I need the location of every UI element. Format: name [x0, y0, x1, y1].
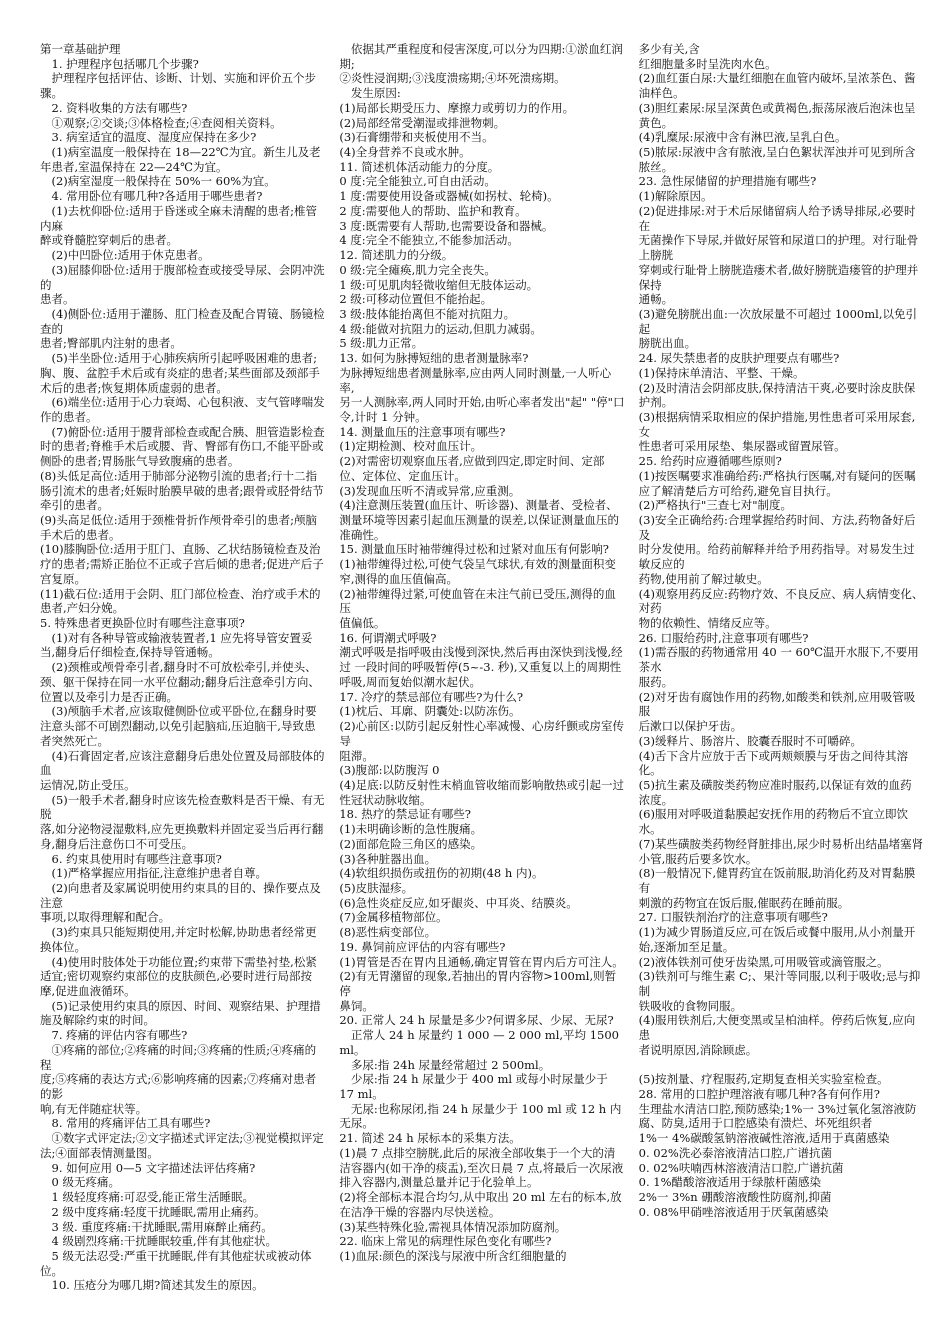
text-line: (3)根据病情采取相应的保护措施,男性患者可采用尿套,女 [638, 409, 916, 439]
text-column-right [639, 42, 924, 1334]
text-line: (1)袖带缠得过松,可使气袋呈气球状,有效的测量面积变窄,测得的血压值偏高。 [339, 557, 616, 586]
text-line: 12. 简述肌力的分级。 [339, 248, 454, 263]
text-line: 发生原因: [339, 86, 401, 101]
text-line: (1)局部长期受压力、摩擦力或剪切力的作用。 [339, 100, 575, 115]
text-line: (1)去枕仰卧位:适用于昏迷或全麻未清醒的患者;椎管内麻 [40, 203, 318, 233]
text-line: 第一章基础护理 [40, 42, 121, 56]
text-line: (1)对有各种导管或输液装置者,1 应先将导管安置妥当,翻身后仔细检查,保持导管通畅。 [40, 630, 313, 660]
text-line: (2)液体铁剂可使牙齿染黑,可用吸管或滴管服之。 [638, 954, 889, 969]
text-line: 响,有无伴随症状等。 [40, 1101, 148, 1116]
text-line: (7)某些磺胺类药物经肾脏排出,尿少时易析出结晶堵塞肾 [638, 836, 924, 851]
text-line: (2)对牙齿有腐蚀作用的药物,如酸类和铁剂,应用吸管吸服 [638, 689, 916, 719]
text-line: (4)服用铁剂后,大便变黑或呈柏油样。停药后恢复,应向患 [638, 1013, 916, 1043]
text-line: 通畅。 [638, 292, 674, 307]
text-line: (6)端坐位:适用于心力衰竭、心包积液、支气管哮喘发作的患者。 [40, 395, 325, 424]
text-line: 22. 临床上常见的病理性尿色变化有哪些? [339, 1234, 552, 1249]
text-line: (5)按剂量、疗程服药,定期复查相关实验室检查。 [638, 1072, 889, 1087]
text-line: 少尿:指 24 h 尿量少于 400 ml 或每小时尿量少于 17 ml。 [339, 1072, 608, 1102]
text-line: 5 级无法忍受:严重干扰睡眠,伴有其他症状或被动体位。 [40, 1248, 312, 1278]
text-column-middle [339, 42, 624, 1334]
text-line: (4)注意测压装置(血压计、听诊器)、测量者、受检者、测量环境等因素引起血压测量的误差,以保证测量血压的准确性。 [339, 498, 619, 542]
text-line: (4)使用时肢体处于功能位置;约束带下需垫衬垫,松紧适宜;密切观察约束部位的皮肤颜色,必要时进行局部按摩,促进血液循环。 [40, 954, 317, 998]
text-line: 刺激的药物宜在饭后服,催眠药在睡前服。 [638, 895, 850, 910]
text-line: 5 级:肌力正常。 [339, 336, 424, 351]
text-line: 患者;臀部肌内注射的患者。 [40, 336, 182, 351]
text-line: (4)侧卧位:适用于灌肠、肛门检查及配合胃镜、肠镜检查的 [40, 306, 325, 336]
text-line: 28. 常用的口腔护理溶液有哪几种?各有何作用? [638, 1087, 880, 1102]
text-line: (11)截石位:适用于会阴、肛门部位检查、治疗或手术的患者,产妇分娩。 [40, 586, 321, 616]
text-line: 5. 特殊患者更换卧位时有哪些注意事项? [40, 616, 245, 631]
text-line: 26. 口服给药时,注意事项有哪些? [638, 630, 809, 645]
text-line: 生理盐水清洁口腔,预防感染;1%一 3%过氧化氢溶液防腐、防臭,适用于口腔感染有溃烂、坏死组织者 [638, 1101, 917, 1131]
text-line: (2)病室湿度一般保持在 50%一 60%为宜。 [40, 174, 276, 189]
text-line: 1 级轻度疼痛:可忍受,能正常生活睡眠。 [40, 1190, 255, 1205]
text-line: 1 度:需要使用设备或器械(如拐杖、轮椅)。 [339, 189, 559, 204]
text-line: 2%一 3%n 硼酸溶液酸性防腐剂,抑菌 [638, 1190, 832, 1205]
text-line: (2)将全部标本混合均匀,从中取出 20 ml 左右的标本,放在洁净干燥的容器内尽快送检。 [339, 1190, 622, 1219]
text-line: 3. 病室适宜的温度、湿度应保持在多少? [40, 130, 257, 145]
text-line: 1 级:可见肌肉轻微收缩但无肢体运动。 [339, 277, 539, 292]
text-line: (4)软组织损伤或扭伤的初期(48 h 内)。 [339, 866, 544, 881]
text-line: (2)严格执行"三查七对"制度。 [638, 498, 793, 513]
text-line: 值偏低。 [339, 616, 386, 631]
text-line: 正常人 24 h 尿量约 1 000 — 2 000 ml,平均 1500 ml。 [339, 1028, 619, 1057]
text-line: 无菌操作下导尿,并做好尿管和尿道口的护理。对行耻骨上膀胱 [638, 233, 919, 263]
text-line: 药物,使用前了解过敏史。 [638, 571, 769, 586]
text-line: (5)抗生素及磺胺类药物应准时服药,以保证有效的血药 [638, 777, 912, 792]
text-line: 事项,以取得理解和配合。 [40, 910, 171, 925]
text-line: 15. 测量血压时袖带缠得过松和过紧对血压有何影响? [339, 542, 609, 557]
text-line: 脓丝。 [638, 159, 674, 174]
text-line: (1)解除原因。 [638, 189, 713, 204]
text-line: (9)头高足低位:适用于颈椎骨折作颅骨牵引的患者;颅脑手术后的患者。 [40, 513, 318, 542]
text-line: (3)腹部:以防腹泻 0 [339, 763, 440, 778]
text-line: 1%一 4%碳酸氢钠溶液碱性溶液,适用于真菌感染 [638, 1131, 890, 1146]
text-line: 3 级. 重度疼痛:干扰睡眠,需用麻醉止痛药。 [40, 1219, 273, 1234]
text-line: 红细胞量多时呈洗肉水色。 [638, 56, 777, 71]
text-line: 0 度:完全能独立,可自由活动。 [339, 174, 496, 189]
text-line: 3 度:既需要有人帮助,也需要设备和器械。 [339, 218, 554, 233]
text-line: 4. 常用卧位有哪几种?各适用于哪些患者? [40, 189, 263, 204]
text-line: (2)有无胃潴留的现象,若抽出的胃内容物>100ml,则暂停 [339, 969, 617, 998]
text-line: (2)心前区:以防引起反射性心率减慢、心房纤颤或房室传导 [339, 719, 624, 748]
text-column-left [40, 42, 325, 1334]
text-line: (5)一般手术者,翻身时应该先检查敷料是否干燥、有无脱 [40, 792, 325, 822]
text-line: (6)服用对呼吸道黏膜起安抚作用的药物后不宜立即饮水。 [638, 807, 908, 837]
text-line: (5)半坐卧位:适用于心肺疾病所引起呼吸困难的患者;胸、腹、盆腔手术后或有炎症的患者;某些面部及颈部手术后的患者;恢复期体质虚弱的患者。 [40, 351, 320, 395]
text-line: 0. 08%甲硝唑溶液适用于厌氧菌感染 [638, 1204, 829, 1219]
text-line: 3 级:肢体能抬离但不能对抗阻力。 [339, 306, 516, 321]
text-line: 25. 给药时应遵循哪些原则? [638, 454, 782, 469]
text-line: 18. 热疗的禁忌证有哪些? [339, 807, 471, 822]
text-line: 鼻饲。 [339, 998, 374, 1013]
text-line: 2 度:需要他人的帮助、监护和教育。 [339, 203, 527, 218]
text-line: (1)枕后、耳廓、阴囊处:以防冻伤。 [339, 704, 521, 719]
text-line: (1)保持床单清洁、平整、干燥。 [638, 365, 805, 380]
text-line: (1)按医嘱要求准确给药:严格执行医嘱,对有疑问的医嘱应了解清楚后方可给药,避免盲目执行。 [638, 468, 916, 498]
text-line: 铁吸收的食物同服。 [638, 998, 743, 1013]
text-line: 0 级无疼痛。 [40, 1175, 120, 1190]
text-line: 4 度:完全不能独立,不能参加活动。 [339, 233, 519, 248]
text-line: (6)急性炎症反应,如牙龈炎、中耳炎、结膜炎。 [339, 895, 578, 910]
text-line: (1)晨 7 点排空膀胱,此后的尿液全部收集于一个大的清洁容器内(如干净的痰盂),至次日晨 7 点,将最后一次尿液排入容器内,测量总量并记于化验单上。 [339, 1145, 624, 1190]
text-line: 0. 02%呋喃西林溶液清洁口腔,广谱抗菌 [638, 1160, 844, 1175]
text-line: ①疼痛的部位;②疼痛的时间;③疼痛的性质;④疼痛的程 [40, 1042, 317, 1072]
text-line: 9. 如何应用 0—5 文字描述法评估疼痛? [40, 1160, 256, 1175]
text-line: ②炎性浸润期;③浅度溃疡期;④坏死溃疡期。 [339, 71, 566, 86]
text-line: 醉或脊髓腔穿刺后的患者。 [40, 233, 178, 248]
text-line: (3)铁剂可与维生素 C;、果汁等同服,以利于吸收;忌与抑制 [638, 969, 921, 998]
text-line: 膀胱出血。 [638, 336, 697, 351]
text-line: 性患者可采用尿垫、集尿器或留置尿管。 [638, 439, 846, 454]
text-line: 20. 正常人 24 h 尿量是多少?何谓多尿、少尿、无尿? [339, 1013, 614, 1028]
text-line: (1)未明确诊断的急性腹痛。 [339, 822, 483, 837]
text-line: 者说明原因,消除顾虑。 [638, 1042, 758, 1057]
text-line: 时分发使用。给药前解释并给予用药指导。对易发生过敏反应的 [638, 542, 915, 572]
text-line: 小管,服药后要多饮水。 [638, 851, 758, 866]
text-line: 另一人测脉率,两人同时开始,由听心率者发出"起" "停"口令,计时 1 分钟。 [339, 395, 625, 424]
text-line: (1)需吞服的药物通常用 40 一 60℃温开水服下,不要用茶水 [638, 645, 919, 675]
text-line: 4 级:能做对抗阻力的运动,但肌力减弱。 [339, 321, 542, 336]
text-line: 23. 急性尿储留的护理措施有哪些? [638, 174, 817, 189]
text-line: (1)病室温度一般保持在 18—22℃为宜。新生儿及老年患者,室温保持在 22—24℃为宜。 [40, 145, 321, 174]
text-line: (4)石膏固定者,应该注意翻身后患处位置及局部肢体的血 [40, 748, 325, 778]
text-line: (2)及时清洁会阴部皮肤,保持清洁干爽,必要时涂皮肤保护剂。 [638, 380, 916, 410]
text-line: 16. 何谓潮式呼吸? [339, 630, 437, 645]
text-line: (2)向患者及家属说明使用约束具的目的、操作要点及注意 [40, 880, 321, 910]
text-line: 多少有关,含 [638, 42, 700, 56]
text-line: 10. 压疮分为哪几期?简述其发生的原因。 [40, 1278, 264, 1293]
text-line: 2 级:可移动位置但不能抬起。 [339, 292, 493, 307]
text-line: (3)约束具只能短期使用,并定时松解,协助患者经常更换体位。 [40, 925, 317, 954]
text-line: (4)足底:以防反射性末梢血管收缩而影响散热或引起一过性冠状动脉收缩。 [339, 777, 624, 807]
text-line: (4)观察用药反应:药物疗效、不良反应、病人病情变化、对药 [638, 586, 924, 616]
text-line: 0. 02%洗必泰溶液清洁口腔,广谱抗菌 [638, 1145, 832, 1160]
text-line: (2)袖带缠得过紧,可使血管在未注气前已受压,测得的血压 [339, 586, 616, 616]
text-line: 2. 资料收集的方法有哪些? [40, 100, 188, 115]
text-line: (3)缓释片、肠溶片、胶囊吞服时不可嚼碎。 [638, 733, 862, 748]
text-line: 2 级中度疼痛:轻度干扰睡眠,需用止痛药。 [40, 1204, 266, 1219]
text-line: 服药。 [638, 674, 674, 689]
text-line: 14. 测量血压的注意事项有哪些? [339, 424, 506, 439]
text-line: 阻滞。 [339, 748, 374, 763]
text-line: (3)安全正确给药:合理掌握给药时间、方法,药物备好后及 [638, 513, 916, 542]
text-line: 4 级剧烈疼痛:干扰睡眠较重,伴有其他症状。 [40, 1234, 277, 1249]
text-line: (3)各种脏器出血。 [339, 851, 437, 866]
text-line: (2)血红蛋白尿:大量红细胞在血管内破坏,呈浓茶色、酱油样色。 [638, 71, 916, 101]
text-line: 8. 常用的疼痛评估工具有哪些? [40, 1116, 211, 1131]
text-line: (3)胆红素尿:尿呈深黄色或黄褐色,振荡尿液后泡沫也呈 [638, 100, 916, 115]
text-line: (3)避免膀胱出血:一次放尿量不可超过 1000ml,以免引起 [638, 306, 917, 336]
text-line: (7)金属移植物部位。 [339, 910, 448, 925]
text-line: (1)严格掌握应用指征,注意维护患者自尊。 [40, 866, 267, 881]
text-line: (1)胃管是否在胃内且通畅,确定胃管在胃内后方可注人。 [339, 954, 624, 969]
text-line: 13. 如何为脉搏短绌的患者测量脉率? [339, 351, 529, 366]
text-line: (1)定期检测、校对血压计。 [339, 439, 483, 454]
text-line: 物的依赖性、情绪反应等。 [638, 616, 777, 631]
text-line: ①观察;②交谈;③体格检查;④查阅相关资料。 [40, 115, 282, 130]
text-line: 无尿:也称尿闭,指 24 h 尿量少于 100 ml 或 12 h 内无尿。 [339, 1101, 622, 1131]
text-line: (3)某些特殊化验,需视具体情况添加防腐剂。 [339, 1219, 567, 1234]
text-line: (1)血尿:颜色的深浅与尿液中所含红细胞量的 [339, 1248, 567, 1263]
text-line: 6. 约束具使用时有哪些注意事项? [40, 851, 222, 866]
text-line: 依据其严重程度和侵害深度,可以分为四期:①淤血红润期; [339, 42, 623, 71]
text-line: (1)为减少胃肠道反应,可在饭后或餐中服用,从小剂量开 [638, 925, 916, 940]
text-line: (3)屈膝仰卧位:适用于腹部检查或接受导尿、会阴冲洗的 [40, 262, 325, 292]
text-line: 患者。 [40, 292, 75, 307]
text-line: 1. 护理程序包括哪几个步骤? [40, 56, 199, 71]
text-line: (5)皮肤湿疹。 [339, 880, 414, 895]
text-line: (8)恶性病变部位。 [339, 925, 437, 940]
text-line: (8)头低足高位:适用于肺部分泌物引流的患者;行十二指肠引流术的患者;妊娠时胎膜早破的患者;跟骨或胫骨结节牵引的患者。 [40, 468, 324, 513]
text-line: 21. 简述 24 h 尿标本的采集方法。 [339, 1131, 521, 1146]
text-line: (3)颅脑手术者,应该取健侧卧位或平卧位,在翻身时要注意头部不可剧烈翻动,以免引起脑疝,压迫脑干,导致患者突然死亡。 [40, 704, 317, 748]
text-line: 19. 鼻饲前应评估的内容有哪些? [339, 939, 506, 954]
text-line: 17. 冷疗的禁忌部位有哪些?为什么? [339, 689, 524, 704]
text-line: 潮式呼吸是指呼吸由浅慢到深快,然后再由深快到浅慢,经过 一段时间的呼吸暂停(5~-3. 秒),又重复以上的周期性呼吸,周而复始似潮水起伏。 [339, 645, 623, 689]
text-line: 护理程序包括评估、诊断、计划、实施和评价五个步骤。 [40, 71, 316, 101]
text-line: 0 级:完全瘫痪,肌力完全丧失。 [339, 262, 496, 277]
text-line: (2)局部经常受潮湿或排泄物刺。 [339, 115, 506, 130]
text-line: (5)记录使用约束具的原因、时间、观察结果、护理措施及解除约束的时间。 [40, 998, 321, 1028]
text-line: (3)石膏绷带和夹板使用不当。 [339, 130, 494, 145]
text-line: (2)对需密切观察血压者,应做到四定,即定时间、定部位、定体位、定血压计。 [339, 454, 605, 483]
text-line: (8)一般情况下,健胃药宜在饭前服,助消化药及对胃黏膜有 [638, 866, 916, 895]
text-line: (7)俯卧位:适用于腰背部检查或配合胰、胆管造影检查时的患者;脊椎手术后或腰、背、臀部有伤口,不能平卧或侧卧的患者;胃肠胀气导致腹痛的患者。 [40, 424, 325, 469]
text-line: (5)脓尿:尿液中含有脓液,呈白色絮状浑浊并可见到所含 [638, 145, 916, 160]
text-line: (4)全身营养不良或水肿。 [339, 145, 471, 160]
text-line: 后漱口以保护牙齿。 [638, 719, 743, 734]
text-line: 多尿:指 24h 尿量经常超过 2 500ml。 [339, 1057, 551, 1072]
text-line: 落,如分泌物浸湿敷料,应先更换敷料并固定妥当后再行翻身,翻身后注意伤口不可受压。 [40, 822, 324, 851]
text-line: 黄色。 [638, 115, 674, 130]
text-line: 穿刺或行耻骨上膀胱造瘘术者,做好膀胱造瘘管的护理并保持 [638, 262, 919, 292]
text-line: 浓度。 [638, 792, 674, 807]
text-line: (2)颈椎或颅骨牵引者,翻身时不可放松牵引,并使头、颈、躯干保持在同一水平位翻动;翻身后注意牵引方向、位置以及牵引力是否正确。 [40, 660, 320, 704]
text-line: (4)舌下含片应放于舌下或两颊颊膜与牙齿之间待其溶化。 [638, 748, 908, 778]
text-line: 为脉搏短绌患者测量脉率,应由两人同时测量,一人听心率, [339, 365, 612, 395]
text-line: (2)面部危险三角区的感染。 [339, 836, 483, 851]
text-line: 始,逐渐加至足量。 [638, 939, 735, 954]
text-line: 0. 1%醋酸溶液适用于绿脓杆菌感染 [638, 1175, 822, 1190]
text-line: 24. 尿失禁患者的皮肤护理要点有哪些? [638, 351, 840, 366]
text-line: (4)乳糜尿:尿液中含有淋巴液,呈乳白色。 [638, 130, 847, 145]
text-line: 11. 简述机体活动能力的分度。 [339, 159, 500, 174]
text-line: ①数字式评定法;②文字描述式评定法;③视觉模拟评定 [40, 1131, 324, 1146]
text-line [639, 1058, 924, 1073]
text-line: (2)促进排尿:对于术后尿储留病人给予诱导排尿,必要时在 [638, 203, 916, 233]
text-line: (3)发现血压听不清或异常,应重测。 [339, 483, 521, 498]
text-line: (10)膝胸卧位:适用于肛门、直肠、乙状结肠镜检查及治疗的患者;需矫正胎位不正或子宫后倾的患者;促进产后子宫复原。 [40, 542, 324, 586]
text-line: 度;⑤疼痛的表达方式;⑥影响疼痛的因素;⑦疼痛对患者的影 [40, 1072, 317, 1102]
text-line: 7. 疼痛的评估内容有哪些? [40, 1028, 188, 1043]
text-line: (2)中凹卧位:适用于休克患者。 [40, 248, 210, 263]
text-line: 法;④面部表情测量图。 [40, 1145, 159, 1160]
text-line: 27. 口服铁剂治疗的注意事项有哪些? [638, 910, 828, 925]
text-line: 运情况,防止受压。 [40, 777, 136, 792]
